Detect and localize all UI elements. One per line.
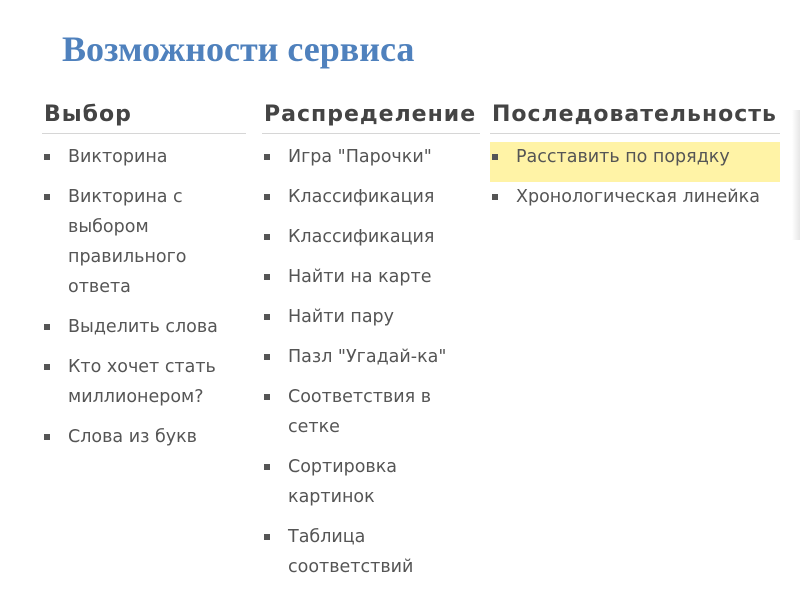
sequence-item-list [490,142,780,222]
choice-item-list [42,142,246,462]
category-choice [42,96,246,462]
item-label: Классификация [288,227,435,247]
slide-title: Возможности сервиса [62,29,415,69]
item-label: Сортировка картинок [288,457,398,507]
item-label: Викторина [68,147,168,167]
category-distribution [262,96,480,592]
list-item-millionaire[interactable] [42,352,246,422]
list-item-quiz[interactable] [42,142,246,182]
bullet-icon [44,154,50,160]
list-item-words-from-letters[interactable] [42,422,246,462]
item-label: Классификация [288,187,435,207]
item-label: Игра "Парочки" [288,147,432,167]
bullet-icon [264,314,270,320]
bullet-icon [44,364,50,370]
bullet-icon [44,434,50,440]
item-label: Викторина с выбором правильного ответа [68,187,187,297]
list-item-classification-2[interactable] [262,222,480,262]
list-item-find-on-map[interactable] [262,262,480,302]
bullet-icon [264,154,270,160]
list-item-picture-sorting[interactable] [262,452,480,522]
clipped-content-edge [792,110,800,240]
item-label: Кто хочет стать миллионером? [68,357,216,407]
category-heading-sequence: Последовательность [490,96,780,134]
list-item-puzzle[interactable] [262,342,480,382]
list-item-quiz-with-answer[interactable] [42,182,246,312]
bullet-icon [264,464,270,470]
bullet-icon [44,324,50,330]
item-label: Расставить по порядку [516,147,730,167]
item-label: Слова из букв [68,427,197,447]
bullet-icon [492,194,498,200]
list-item-matching-table[interactable] [262,522,480,592]
item-label: Соответствия в сетке [288,387,432,437]
distribution-item-list [262,142,480,592]
list-item-classification[interactable] [262,182,480,222]
item-label: Пазл "Угадай-ка" [288,347,447,367]
list-item-highlight-words[interactable] [42,312,246,352]
bullet-icon [264,234,270,240]
list-item-grid-matching[interactable] [262,382,480,452]
item-label: Найти на карте [288,267,432,287]
item-label: Найти пару [288,307,395,327]
bullet-icon [264,274,270,280]
list-item-find-pair[interactable] [262,302,480,342]
item-label: Таблица соответствий [288,527,414,577]
item-label: Выделить слова [68,317,218,337]
bullet-icon [264,394,270,400]
category-heading-distribution: Распределение [262,96,480,134]
list-item-timeline[interactable] [490,182,780,222]
bullet-icon [264,354,270,360]
category-heading-choice: Выбор [42,96,246,134]
item-label: Хронологическая линейка [516,187,760,207]
bullet-icon [492,154,498,160]
list-item-arrange-in-order[interactable] [490,142,780,182]
category-sequence [490,96,780,222]
list-item-pairs-game[interactable] [262,142,480,182]
bullet-icon [264,194,270,200]
bullet-icon [264,534,270,540]
bullet-icon [44,194,50,200]
